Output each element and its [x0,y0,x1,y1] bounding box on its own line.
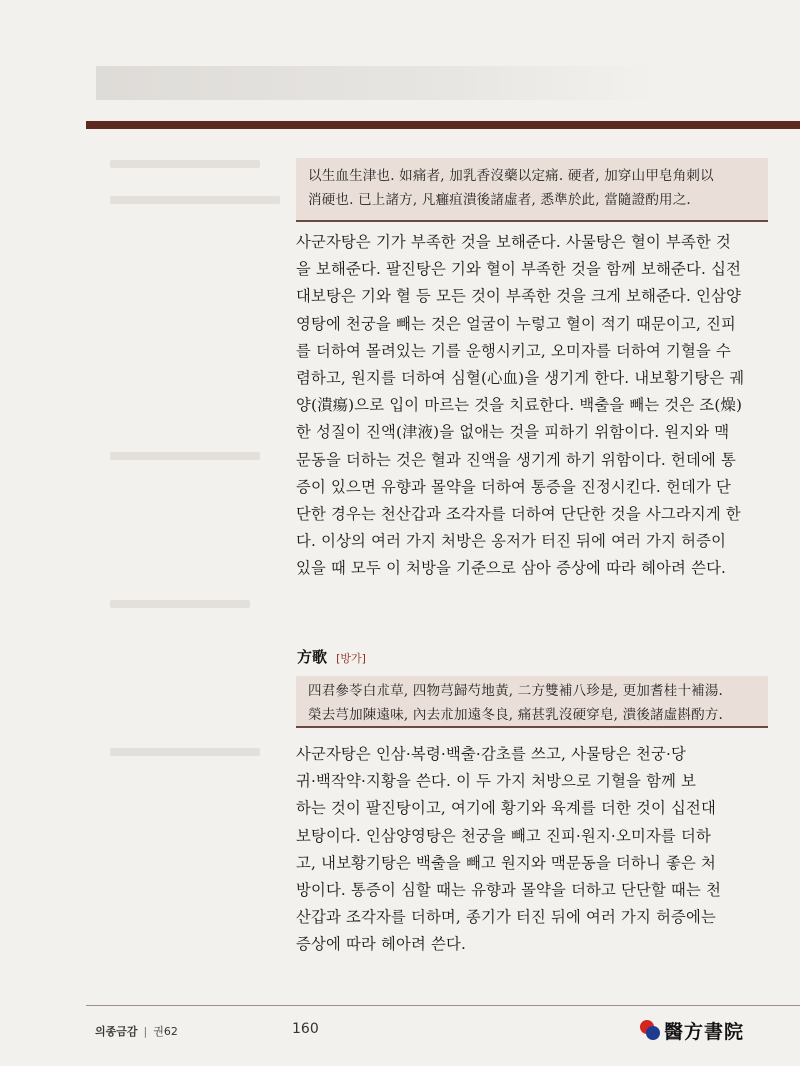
bleed-through-line [110,452,260,460]
paragraph-line: 증상에 따라 헤아려 쓴다. [296,935,467,954]
page-number: 160 [292,1021,319,1037]
publisher-logo-icon [640,1020,660,1040]
verse-translation-paragraph [296,741,768,959]
footer-separator: | [143,1025,148,1038]
bleed-through-line [110,160,260,168]
section-heading [297,646,366,667]
bleed-through-header [96,66,656,100]
publisher-mark [640,1016,744,1044]
paragraph-line: 보탕이다. 인삼양영탕은 천궁을 빼고 진피·원지·오미자를 더하 [296,826,711,845]
bleed-through-line [110,196,280,204]
paragraph-line: 있을 때 모두 이 처방을 기준으로 삼아 증상에 따라 헤아려 쓴다. [296,559,727,578]
paragraph-line: 문동을 더하는 것은 혈과 진액을 생기게 하기 위함이다. 헌데에 통 [296,450,737,469]
paragraph-line: 방이다. 통증이 심할 때는 유향과 몰약을 더하고 단단할 때는 천 [296,881,722,900]
paragraph-line: 사군자탕은 기가 부족한 것을 보해준다. 사물탕은 혈이 부족한 것 [296,233,731,251]
paragraph-line: 영탕에 천궁을 빼는 것은 얼굴이 누렇고 혈이 적기 때문이고, 진피 [296,314,737,333]
paragraph-line: 단한 경우는 천산갑과 조각자를 더하여 단단한 것을 사그라지게 한 [296,505,741,524]
translation-paragraph [296,229,768,583]
paragraph-line: 한 성질이 진액(津液)을 없애는 것을 피하기 위함이다. 원지와 맥 [296,423,730,442]
volume-label: 권62 [153,1025,178,1038]
footer-rule [86,1005,800,1006]
classical-text-line: 消硬也. 已上諸方, 凡癰疽潰後諸虛者, 悉準於此, 當隨證酌用之. [308,192,691,208]
bleed-through-line [110,748,260,756]
section-subtitle: [방가] [336,652,366,665]
paragraph-line: 귀·백작약·지황을 쓴다. 이 두 가지 처방으로 기혈을 함께 보 [296,772,697,791]
paragraph-line: 하는 것이 팔진탕이고, 여기에 황기와 육계를 더한 것이 십전대 [296,799,716,818]
classical-text-line: 以生血生津也. 如痛者, 加乳香沒藥以定痛. 硬者, 加穿山甲皂角刺以 [308,168,714,184]
paragraph-line: 다. 이상의 여러 가지 처방은 옹저가 터진 뒤에 여러 가지 허증이 [296,532,727,551]
paragraph-line: 렴하고, 원지를 더하여 심혈(心血)을 생기게 한다. 내보황기탕은 궤 [296,369,745,388]
paragraph-line: 산갑과 조각자를 더하며, 종기가 터진 뒤에 여러 가지 허증에는 [296,908,716,927]
paragraph-line: 대보탕은 기와 혈 등 모든 것이 부족한 것을 크게 보해준다. 인삼양 [296,287,742,306]
paragraph-line: 양(潰瘍)으로 입이 마르는 것을 치료한다. 백출을 빼는 것은 조(燥) [296,396,743,415]
running-footer [95,1023,178,1039]
verse-text-box [296,676,768,728]
paragraph-line: 사군자탕은 인삼·복령·백출·감초를 쓰고, 사물탕은 천궁·당 [296,745,687,763]
book-title: 의종금감 [95,1025,138,1038]
paragraph-line: 고, 내보황기탕은 백출을 빼고 원지와 맥문동을 더하니 좋은 처 [296,853,716,872]
paragraph-line: 을 보해준다. 팔진탕은 기와 혈이 부족한 것을 함께 보해준다. 십전 [296,260,742,279]
paragraph-line: 를 더하여 몰려있는 기를 운행시키고, 오미자를 더하여 기혈을 수 [296,341,731,360]
verse-line: 四君參苓白朮草, 四物芎歸芍地黃, 二方雙補八珍是, 更加耆桂十補湯. [308,683,724,699]
publisher-name: 醫方書院 [664,1020,745,1043]
header-rule [86,121,800,129]
paragraph-line: 증이 있으면 유향과 몰약을 더하여 통증을 진정시킨다. 헌데가 단 [296,477,731,496]
section-title: 方歌 [297,648,328,666]
verse-line: 榮去芎加陳遠味, 內去朮加遠冬良, 痛甚乳沒硬穿皂, 潰後諸虛斟酌方. [308,707,724,723]
classical-text-box [296,158,768,222]
bleed-through-line [110,600,250,608]
